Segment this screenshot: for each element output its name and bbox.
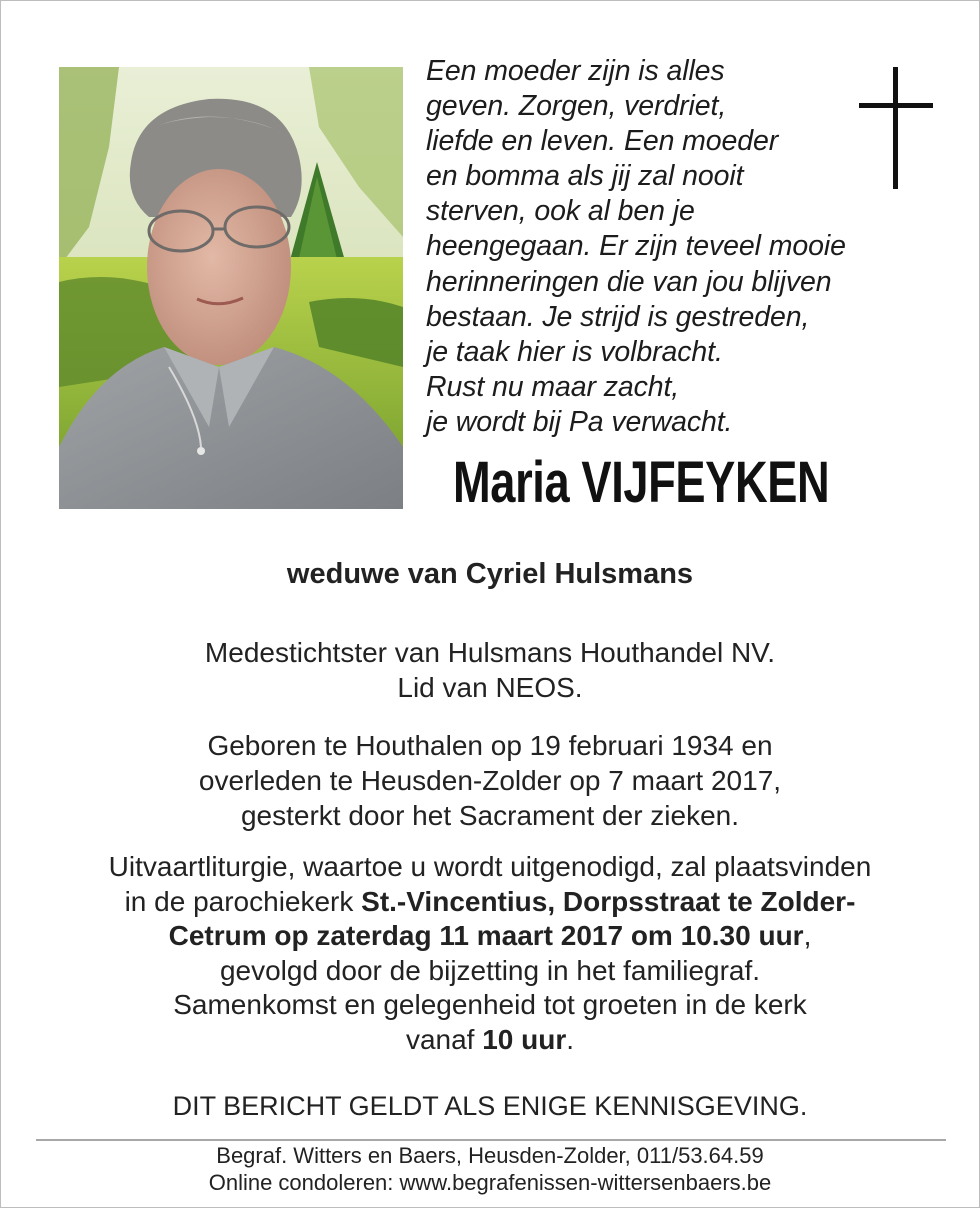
service-text: vanaf bbox=[405, 1023, 483, 1055]
poem-line: sterven, ook al ben je bbox=[426, 195, 695, 228]
visitation-time: 10 uur bbox=[482, 1023, 567, 1055]
divider bbox=[36, 1139, 946, 1141]
footer bbox=[1, 1142, 979, 1196]
death-line: overleden te Heusden-Zolder op 7 maart 2017, bbox=[198, 765, 782, 796]
service-line bbox=[1, 1023, 979, 1058]
service-line bbox=[1, 919, 979, 954]
portrait-photo bbox=[59, 67, 403, 509]
service-text: in de parochiekerk bbox=[124, 885, 362, 917]
poem bbox=[426, 54, 856, 440]
condolence-link[interactable]: Online condoleren: www.begrafenissen-wittersenbaers.be bbox=[208, 1170, 772, 1195]
service-line: Uitvaartliturgie, waartoe u wordt uitgenodigd, zal plaatsvinden bbox=[108, 851, 872, 882]
poem-line: en bomma als jij zal nooit bbox=[426, 160, 744, 193]
widow-of: weduwe van Cyriel Hulsmans bbox=[286, 558, 694, 590]
role-line: Lid van NEOS. bbox=[397, 672, 583, 703]
poem-line: je wordt bij Pa verwacht. bbox=[426, 405, 733, 438]
service-line: gevolgd door de bijzetting in het familiegraf. bbox=[219, 954, 761, 986]
poem-line: liefde en leven. Een moeder bbox=[426, 125, 779, 158]
birth-line: Geboren te Houthalen op 19 februari 1934 en bbox=[207, 730, 773, 761]
poem-line: Rust nu maar zacht, bbox=[426, 370, 680, 403]
poem-line: Een moeder zijn is alles bbox=[426, 55, 725, 87]
poem-line: herinneringen die van jou blijven bbox=[426, 265, 832, 298]
service-text: , bbox=[803, 920, 812, 951]
poem-line: je taak hier is volbracht. bbox=[426, 335, 723, 368]
role-line: Medestichtster van Hulsmans Houthandel NV. bbox=[204, 637, 776, 668]
church-location: St.-Vincentius, Dorpsstraat te Zolder- bbox=[361, 885, 856, 917]
notice: DIT BERICHT GELDT ALS ENIGE KENNISGEVING. bbox=[172, 1091, 808, 1121]
deceased-name: Maria VIJFEYKEN bbox=[453, 450, 830, 515]
cross-icon bbox=[859, 67, 933, 189]
sacrament-line: gesterkt door het Sacrament der zieken. bbox=[240, 800, 740, 831]
birth-death bbox=[1, 728, 979, 833]
funeral-service bbox=[1, 850, 979, 1057]
service-line: Samenkomst en gelegenheid tot groeten in de kerk bbox=[173, 989, 807, 1020]
poem-line: bestaan. Je strijd is gestreden, bbox=[426, 300, 810, 333]
poem-line: heengegaan. Er zijn teveel mooie bbox=[426, 230, 846, 263]
poem-line: geven. Zorgen, verdriet, bbox=[426, 90, 727, 123]
service-text: . bbox=[566, 1023, 575, 1055]
funeral-home: Begraf. Witters en Baers, Heusden-Zolder, 011/53.64.59 bbox=[216, 1143, 764, 1168]
service-datetime: Cetrum op zaterdag 11 maart 2017 om 10.30 uur bbox=[168, 920, 804, 951]
service-line bbox=[1, 885, 979, 920]
roles bbox=[1, 635, 979, 705]
